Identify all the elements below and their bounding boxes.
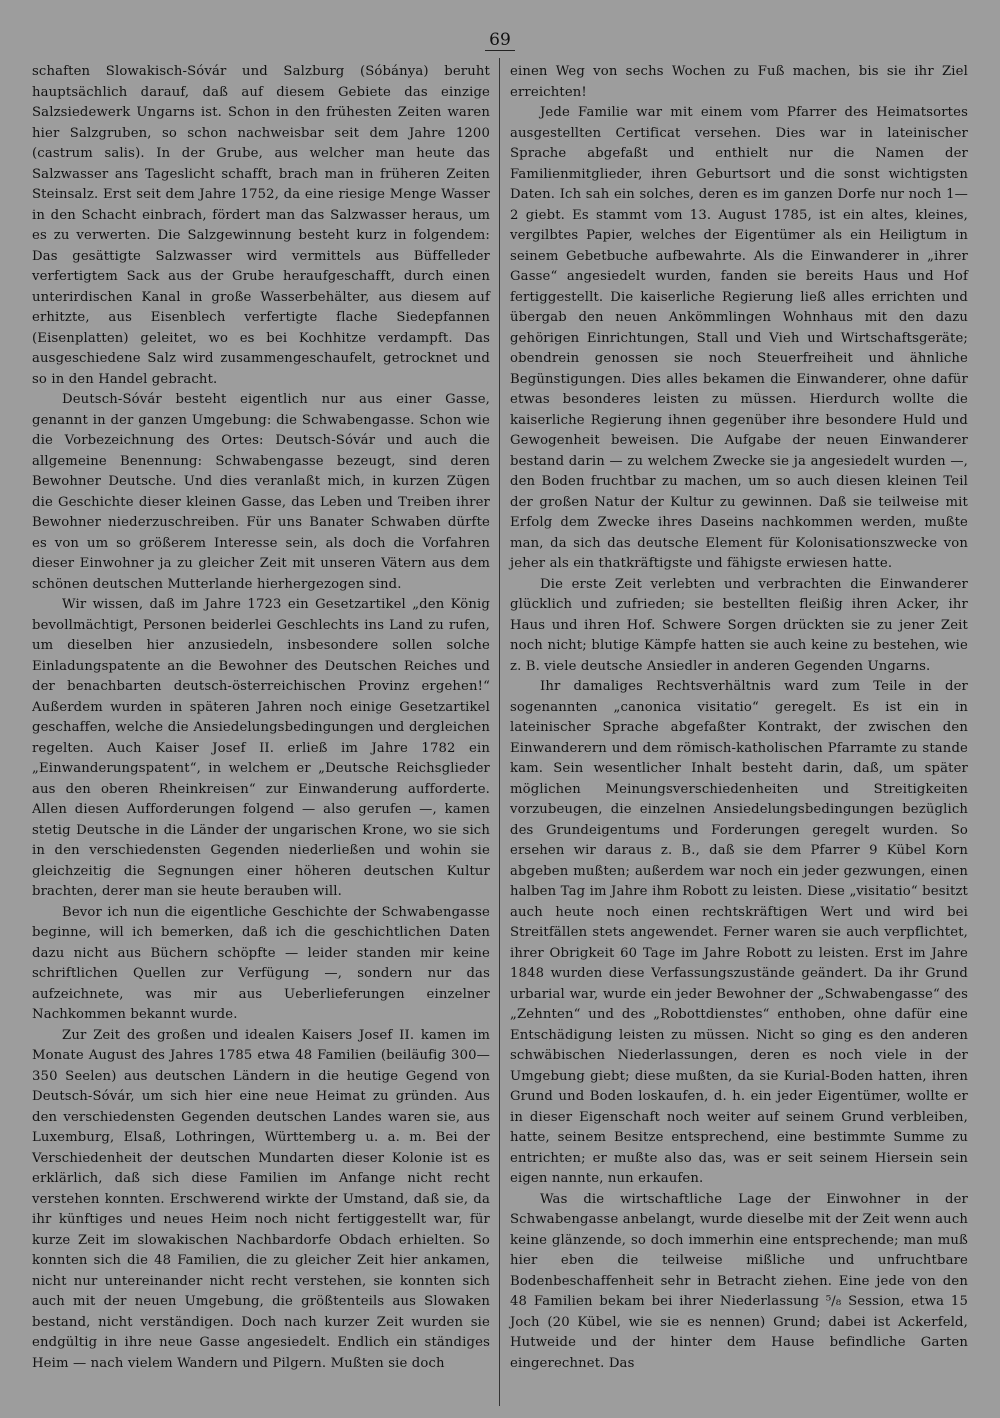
paragraph: Ihr damaliges Rechtsverhältnis ward zum Teile in der sogenannten „canonica visitatio“ geregelt. Es ist ein in lateinischer Sprache abgefaßter Kontrakt, der zwischen den Einwanderern und dem römisch-katholischen Pfarramte zu stande kam. Sein wesentlicher Inhalt besteht darin, daß, um später möglichen Meinungsverschiedenheiten und Streitigkeiten vorzubeugen, die einzelnen Ansiedelungsbedingungen bezüglich des Grundeigentums und Forderungen geregelt wurden. So ersehen wir daraus z. B., daß sie dem Pfarrer 9 Kübel Korn abgeben mußten; außerdem war noch ein jeder gezwungen, einen halben Tag im Jahre ihm Robott zu leisten. Diese „visitatio“ besitzt auch heute noch einen rechtskräftigen Wert und wird bei Streitfällen stets angewendet. Ferner waren sie auch verpflichtet, ihrer Obrigkeit 60 Tage im Jahre Robott zu leisten. Erst im Jahre 1848 wurden diese Verfassungszustände geändert. Da ihr Grund urbarial war, wurde ein jeder Bewohner der „Schwabengasse“ des „Zehnten“ und des „Robottdienstes“ enthoben, ohne dafür eine Entschädigung leisten zu müssen. Nicht so ging es den anderen schwäbischen Niederlassungen, deren es noch viele in der Umgebung giebt; diese mußten, da sie Kurial-Boden hatten, ihren Grund und Boden loskaufen, d. h. ein jeder Eigentümer, wollte er in dieser Eigenschaft noch weiter auf seinem Grund verbleiben, hatte, seinem Besitze entsprechend, eine bestimmte Summe zu entrichten; er mußte also das, was er seit seinem Hiersein sein eigen nannte, nun erkaufen. xyxy=(510,679,968,1186)
paragraph: Jede Familie war mit einem vom Pfarrer des Heimatsortes ausgestellten Certificat versehen. Dies war in lateinischer Sprache abgefaßt und enthielt nur die Namen der Familienmitglieder, ihren Geburtsort und die sonst wichtigsten Daten. Ich sah ein solches, deren es im ganzen Dorfe nur noch 1—2 giebt. Es stammt vom 13. August 1785, ist ein altes, kleines, vergilbtes Papier, welches der Eigentümer als ein Heiligtum in seinem Gebetbuche aufbewahrte. Als die Einwanderer in „ihrer Gasse“ angesiedelt wurden, fanden sie bereits Haus und Hof fertiggestellt. Die kaiserliche Regierung ließ alles errichten und übergab den neuen Ankömmlingen Wohnhaus mit den dazu gehörigen Einrichtungen, Stall und Vieh und Wirtschaftsgeräte; obendrein genossen sie noch Steuerfreiheit und ähnliche Begünstigungen. Dies alles bekamen die Einwanderer, ohne dafür etwas besonderes leisten zu müssen. Hierdurch wollte die kaiserliche Regierung ihnen gegenüber ihre besondere Huld und Gewogenheit beweisen. Die Aufgabe der neuen Einwanderer bestand darin — zu welchem Zwecke sie ja angesiedelt wurden —, den Boden fruchtbar zu machen, um so auch diesen kleinen Teil der großen Natur der Kultur zu gewinnen. Daß sie teilweise mit Erfolg dem Zwecke ihres Daseins nachkommen werden, mußte man, da sich das deutsche Element für Kolonisationszwecke von jeher als ein thatkräftigste und fähigste erwiesen hatte. xyxy=(510,105,968,571)
paragraph: einen Weg von sechs Wochen zu Fuß machen, bis sie ihr Ziel erreichten! xyxy=(510,64,968,100)
paragraph: Zur Zeit des großen und idealen Kaisers Josef II. kamen im Monate August des Jahres 1785 etwa 48 Familien (beiläufig 300—350 Seelen) aus deutschen Ländern in die heutige Gegend von Deutsch-Sóvár, um sich hier eine neue Heimat zu gründen. Aus den verschiedensten Gegenden deutschen Landes waren sie, aus Luxemburg, Elsaß, Lothringen, Württemberg u. a. m. Bei der Verschiedenheit der deutschen Mundarten dieser Kolonie ist es erklärlich, daß sich diese Familien im Anfange nicht recht verstehen konnten. Erschwerend wirkte der Umstand, daß sie, da ihr künftiges und neues Heim noch nicht fertiggestellt war, für kurze Zeit im slowakischen Nachbardorfe Obdach erhielten. So konnten sich die 48 Familien, die zu gleicher Zeit hier ankamen, nicht nur untereinander nicht recht verstehen, sie konnten sich auch mit der neuen Umgebung, die größtenteils aus Slowaken bestand, nicht verständigen. Doch nach kurzer Zeit wurden sie endgültig in ihre neue Gasse angesiedelt. Endlich ein ständiges Heim — nach vielem Wandern und Pilgern. Mußten sie doch xyxy=(32,1027,490,1371)
page-number xyxy=(0,30,1000,50)
left-column xyxy=(32,62,490,1374)
column-divider xyxy=(499,58,500,1406)
right-column xyxy=(510,62,968,1374)
page-number-text: 69 xyxy=(485,30,515,51)
paragraph: Die erste Zeit verlebten und verbrachten die Einwanderer glücklich und zufrieden; sie bestellten fleißig ihren Acker, ihr Haus und ihren Hof. Schwere Sorgen drückten sie zu jener Zeit noch nicht; blutige Kämpfe hatten sie auch keine zu bestehen, wie z. B. viele deutsche Ansiedler in anderen Gegenden Ungarns. xyxy=(510,576,968,674)
paragraph: Wir wissen, daß im Jahre 1723 ein Gesetzartikel „den König bevollmächtigt, Personen beiderlei Geschlechts ins Land zu rufen, um dieselben hier anzusiedeln, insbesondere sollen solche Einladungspatente an die Bewohner des Deutschen Reiches und der benachbarten deutsch-österreichischen Provinz ergehen!“ Außerdem wurden in späteren Jahren noch einige Gesetzartikel geschaffen, welche die Ansiedelungsbedingungen und dergleichen regelten. Auch Kaiser Josef II. erließ im Jahre 1782 ein „Einwanderungspatent“, in welchem er „Deutsche Reichsglieder aus den oberen Rheinkreisen“ zur Einwanderung aufforderte. Allen diesen Aufforderungen folgend — also gerufen —, kamen stetig Deutsche in die Länder der ungarischen Krone, wo sie sich in den verschiedensten Gegenden niederließen und wohin sie gleichzeitig die Segnungen einer höheren deutschen Kultur brachten, derer man sie heute berauben will. xyxy=(32,597,490,899)
paragraph: Was die wirtschaftliche Lage der Einwohner in der Schwabengasse anbelangt, wurde dieselbe mit der Zeit wenn auch keine glänzende, so doch immerhin eine entsprechende; man muß hier eben die teilweise mißliche und unfruchtbare Bodenbeschaffenheit sehr in Betracht ziehen. Eine jede von den 48 Familien bekam bei ihrer Niederlassung ⁵/₈ Session, etwa 15 Joch (20 Kübel, wie sie es nennen) Grund; dabei ist Ackerfeld, Hutweide und der hinter dem Hause befindliche Garten eingerechnet. Das xyxy=(510,1191,968,1371)
paragraph: Bevor ich nun die eigentliche Geschichte der Schwabengasse beginne, will ich bemerken, daß ich die geschichtlichen Daten dazu nicht aus Büchern schöpfte — leider standen mir keine schriftlichen Quellen zur Verfügung —, sondern nur das aufzeichnete, was mir aus Ueberlieferungen einzelner Nachkommen bekannt wurde. xyxy=(32,904,490,1022)
paragraph: schaften Slowakisch-Sóvár und Salzburg (Sóbánya) beruht hauptsächlich darauf, daß auf diesem Gebiete das einzige Salzsiedewerk Ungarns ist. Schon in den frühesten Zeiten waren hier Salzgruben, so schon nachweisbar seit dem Jahre 1200 (castrum salis). In der Grube, aus welcher man heute das Salzwasser ans Tageslicht schafft, brach man in früheren Zeiten Steinsalz. Erst seit dem Jahre 1752, da eine riesige Menge Wasser in den Schacht einbrach, fördert man das Salzwasser heraus, um es zu verwerten. Die Salzgewinnung besteht kurz in folgendem: Das gesättigte Salzwasser wird vermittels aus Büffelleder verfertigtem Sack aus der Grube heraufgeschafft, durch einen unterirdischen Kanal in große Wasserbehälter, aus diesem auf erhitzte, aus Eisenblech verfertigte flache Siedepfannen (Eisenplatten) geleitet, wo es bei Kochhitze verdampft. Das ausgeschiedene Salz wird zusammengeschaufelt, getrocknet und so in den Handel gebracht. xyxy=(32,64,490,387)
paragraph: Deutsch-Sóvár besteht eigentlich nur aus einer Gasse, genannt in der ganzen Umgebung: die Schwabengasse. Schon wie die Vorbezeichnung des Ortes: Deutsch-Sóvár und auch die allgemeine Benennung: Schwabengasse bezeugt, sind deren Bewohner Deutsche. Und dies veranlaßt mich, in kurzen Zügen die Geschichte dieser kleinen Gasse, das Leben und Treiben ihrer Bewohner niederzuschreiben. Für uns Banater Schwaben dürfte es von um so größerem Interesse sein, als doch die Vorfahren dieser Einwohner ja zu gleicher Zeit mit unseren Vätern aus dem schönen deutschen Mutterlande hierhergezogen sind. xyxy=(32,392,490,592)
